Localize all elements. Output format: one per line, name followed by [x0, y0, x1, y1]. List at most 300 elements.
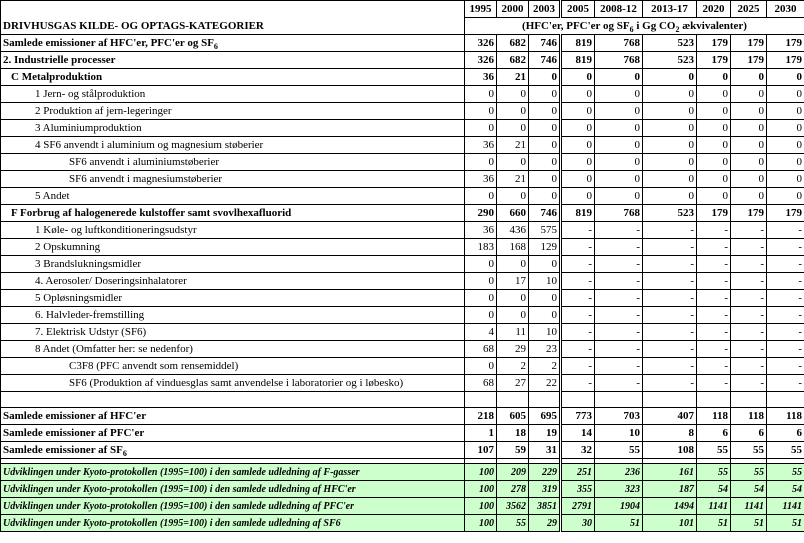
value-cell: 0 — [465, 307, 497, 324]
value-cell: 523 — [643, 205, 697, 222]
value-cell: 575 — [529, 222, 561, 239]
value-cell: 54 — [697, 481, 731, 498]
value-cell: 2 — [497, 358, 529, 375]
value-cell: 179 — [767, 52, 804, 69]
value-cell: 0 — [529, 290, 561, 307]
value-cell: 0 — [595, 137, 643, 154]
value-cell — [595, 392, 643, 408]
value-cell: 0 — [497, 86, 529, 103]
value-cell: - — [595, 239, 643, 256]
value-cell: 55 — [497, 515, 529, 532]
value-cell: 0 — [643, 188, 697, 205]
value-cell: - — [595, 273, 643, 290]
row-label: Samlede emissioner af HFC'er, PFC'er og $SF_6$ — [1, 35, 465, 52]
value-cell — [497, 392, 529, 408]
value-cell: 660 — [497, 205, 529, 222]
value-cell: 1494 — [643, 498, 697, 515]
value-cell — [465, 392, 497, 408]
row-label: 2. Industrielle processer — [1, 52, 465, 69]
table-row — [1, 35, 804, 52]
value-cell: - — [561, 341, 595, 358]
table-title: DRIVHUSGAS KILDE- OG OPTAGS-KATEGORIER — [1, 1, 465, 35]
value-cell: 1141 — [697, 498, 731, 515]
table-row — [1, 171, 804, 188]
value-cell: 0 — [529, 188, 561, 205]
value-cell: 218 — [465, 408, 497, 425]
value-cell: - — [561, 324, 595, 341]
value-cell: 0 — [465, 290, 497, 307]
value-cell: 100 — [465, 498, 497, 515]
value-cell: 0 — [643, 103, 697, 120]
value-cell: 0 — [561, 103, 595, 120]
value-cell: 36 — [465, 69, 497, 86]
value-cell: 0 — [561, 86, 595, 103]
value-cell: 2 — [529, 358, 561, 375]
row-label: 8 Andet (Omfatter her: se nedenfor) — [1, 341, 465, 358]
table-row — [1, 120, 804, 137]
value-cell: 55 — [697, 464, 731, 481]
value-cell: 0 — [697, 154, 731, 171]
row-label: 1 Køle- og luftkonditioneringsudstyr — [1, 222, 465, 239]
table-row — [1, 103, 804, 120]
value-cell: 21 — [497, 69, 529, 86]
value-cell — [529, 392, 561, 408]
value-cell: 10 — [529, 324, 561, 341]
value-cell: 51 — [697, 515, 731, 532]
value-cell: 179 — [731, 35, 767, 52]
value-cell: 118 — [767, 408, 804, 425]
value-cell: - — [767, 358, 804, 375]
value-cell: 187 — [643, 481, 697, 498]
table-row — [1, 464, 804, 481]
row-label: 7. Elektrisk Udstyr (SF6) — [1, 324, 465, 341]
row-label: SF6 anvendt i aluminiumstøberier — [1, 154, 465, 171]
value-cell: 682 — [497, 52, 529, 69]
value-cell: 17 — [497, 273, 529, 290]
table-row — [1, 52, 804, 69]
value-cell: 605 — [497, 408, 529, 425]
value-cell: 819 — [561, 52, 595, 69]
value-cell: 0 — [465, 120, 497, 137]
value-cell: 355 — [561, 481, 595, 498]
value-cell: 436 — [497, 222, 529, 239]
value-cell: - — [561, 358, 595, 375]
value-cell — [643, 392, 697, 408]
value-cell: 768 — [595, 205, 643, 222]
year-header: 2013-17 — [643, 1, 697, 18]
table-row — [1, 481, 804, 498]
value-cell: 107 — [465, 442, 497, 459]
value-cell: 101 — [643, 515, 697, 532]
value-cell: 0 — [497, 120, 529, 137]
value-cell: 6 — [697, 425, 731, 442]
table-row — [1, 341, 804, 358]
value-cell: 0 — [529, 103, 561, 120]
value-cell: - — [595, 375, 643, 392]
table-row — [1, 515, 804, 532]
table-row — [1, 86, 804, 103]
row-label: SF6 anvendt i magnesiumstøberier — [1, 171, 465, 188]
value-cell: 179 — [697, 205, 731, 222]
year-header: 2030 — [767, 1, 804, 18]
value-cell: 0 — [465, 256, 497, 273]
value-cell: - — [731, 256, 767, 273]
row-label — [1, 392, 465, 408]
value-cell: 0 — [697, 171, 731, 188]
value-cell: 31 — [529, 442, 561, 459]
value-cell: 0 — [643, 154, 697, 171]
value-cell: 819 — [561, 35, 595, 52]
value-cell: 0 — [697, 86, 731, 103]
value-cell: 0 — [529, 120, 561, 137]
value-cell: 51 — [595, 515, 643, 532]
value-cell: - — [595, 256, 643, 273]
value-cell: - — [767, 375, 804, 392]
value-cell: - — [731, 341, 767, 358]
value-cell: - — [697, 307, 731, 324]
value-cell: 0 — [767, 69, 804, 86]
units-label: (HFC'er, PFC'er og $SF_6$ i Gg $CO_2$ ækvivalenter) — [465, 18, 804, 35]
value-cell: 108 — [643, 442, 697, 459]
value-cell: - — [697, 256, 731, 273]
value-cell: 3851 — [529, 498, 561, 515]
value-cell: 0 — [595, 69, 643, 86]
value-cell: 0 — [731, 171, 767, 188]
value-cell: 179 — [731, 205, 767, 222]
value-cell: 19 — [529, 425, 561, 442]
value-cell: 229 — [529, 464, 561, 481]
value-cell: 21 — [497, 137, 529, 154]
value-cell: - — [731, 290, 767, 307]
value-cell: 55 — [731, 464, 767, 481]
value-cell: 6 — [731, 425, 767, 442]
row-label: SF6 (Produktion af vinduesglas samt anvendelse i laboratorier og i løbesko) — [1, 375, 465, 392]
value-cell: 0 — [497, 188, 529, 205]
row-label: 3 Brandslukningsmidler — [1, 256, 465, 273]
table-row — [1, 324, 804, 341]
value-cell: 0 — [767, 188, 804, 205]
value-cell: - — [697, 358, 731, 375]
row-label: 4 SF6 anvendt i aluminium og magnesium støberier — [1, 137, 465, 154]
value-cell: - — [697, 239, 731, 256]
value-cell: 695 — [529, 408, 561, 425]
value-cell: 2791 — [561, 498, 595, 515]
value-cell: 0 — [731, 120, 767, 137]
value-cell: 0 — [465, 154, 497, 171]
year-header: 2025 — [731, 1, 767, 18]
value-cell: - — [731, 222, 767, 239]
value-cell: 407 — [643, 408, 697, 425]
value-cell: - — [697, 222, 731, 239]
value-cell: 209 — [497, 464, 529, 481]
value-cell: 0 — [731, 69, 767, 86]
value-cell: - — [643, 324, 697, 341]
value-cell: 179 — [697, 52, 731, 69]
value-cell: - — [767, 273, 804, 290]
value-cell: 118 — [731, 408, 767, 425]
value-cell: 0 — [497, 307, 529, 324]
value-cell: - — [643, 307, 697, 324]
row-label: Udviklingen under Kyoto-protokollen (1995=100) i den samlede udledning af SF6 — [1, 515, 465, 532]
year-header: 1995 — [465, 1, 497, 18]
value-cell: - — [731, 307, 767, 324]
value-cell: 0 — [561, 171, 595, 188]
value-cell: 819 — [561, 205, 595, 222]
value-cell: 278 — [497, 481, 529, 498]
value-cell: - — [697, 341, 731, 358]
value-cell: 0 — [731, 103, 767, 120]
value-cell: 22 — [529, 375, 561, 392]
value-cell: 0 — [731, 137, 767, 154]
row-label: F Forbrug af halogenerede kulstoffer samt svovlhexafluorid — [1, 205, 465, 222]
value-cell: 0 — [465, 273, 497, 290]
value-cell: 0 — [497, 256, 529, 273]
value-cell: 8 — [643, 425, 697, 442]
value-cell: 0 — [731, 188, 767, 205]
value-cell: - — [561, 239, 595, 256]
value-cell: 523 — [643, 52, 697, 69]
value-cell: 0 — [697, 188, 731, 205]
value-cell: 29 — [497, 341, 529, 358]
value-cell: - — [767, 290, 804, 307]
value-cell: 703 — [595, 408, 643, 425]
value-cell: 0 — [595, 171, 643, 188]
value-cell: 3562 — [497, 498, 529, 515]
value-cell: 0 — [529, 86, 561, 103]
value-cell: 0 — [643, 120, 697, 137]
table-row — [1, 188, 804, 205]
table-row — [1, 69, 804, 86]
value-cell: - — [767, 222, 804, 239]
value-cell: - — [595, 324, 643, 341]
row-label: 4. Aerosoler/ Doseringsinhalatorer — [1, 273, 465, 290]
table-row — [1, 392, 804, 408]
value-cell: 0 — [561, 188, 595, 205]
row-label: 1 Jern- og stålproduktion — [1, 86, 465, 103]
table-row — [1, 154, 804, 171]
value-cell: 55 — [697, 442, 731, 459]
value-cell: 6 — [767, 425, 804, 442]
table-row — [1, 442, 804, 459]
value-cell: 54 — [767, 481, 804, 498]
value-cell: 179 — [697, 35, 731, 52]
row-label: C Metalproduktion — [1, 69, 465, 86]
value-cell: 36 — [465, 222, 497, 239]
row-label: Udviklingen under Kyoto-protokollen (1995=100) i den samlede udledning af PFC'er — [1, 498, 465, 515]
value-cell: 0 — [529, 307, 561, 324]
value-cell: 1141 — [731, 498, 767, 515]
value-cell: 183 — [465, 239, 497, 256]
year-header: 2008-12 — [595, 1, 643, 18]
value-cell — [767, 392, 804, 408]
value-cell: - — [697, 273, 731, 290]
value-cell: 0 — [643, 69, 697, 86]
value-cell: - — [643, 273, 697, 290]
value-cell: 68 — [465, 375, 497, 392]
value-cell: 0 — [697, 69, 731, 86]
value-cell: 59 — [497, 442, 529, 459]
year-header: 2000 — [497, 1, 529, 18]
value-cell — [731, 392, 767, 408]
table-row — [1, 290, 804, 307]
value-cell: 55 — [767, 442, 804, 459]
value-cell: - — [767, 324, 804, 341]
row-label: 2 Produktion af jern-legeringer — [1, 103, 465, 120]
value-cell: - — [643, 256, 697, 273]
value-cell: 21 — [497, 171, 529, 188]
value-cell: 0 — [465, 86, 497, 103]
value-cell: 14 — [561, 425, 595, 442]
value-cell: - — [643, 375, 697, 392]
value-cell: 0 — [697, 103, 731, 120]
value-cell: 0 — [767, 120, 804, 137]
value-cell: 0 — [643, 86, 697, 103]
value-cell: 768 — [595, 35, 643, 52]
value-cell: - — [767, 307, 804, 324]
table-row — [1, 256, 804, 273]
value-cell: - — [731, 239, 767, 256]
value-cell: 319 — [529, 481, 561, 498]
value-cell: 0 — [731, 154, 767, 171]
value-cell: - — [561, 375, 595, 392]
year-header-row — [1, 1, 804, 18]
value-cell: 0 — [697, 120, 731, 137]
value-cell: 746 — [529, 205, 561, 222]
value-cell: - — [561, 273, 595, 290]
value-cell: - — [595, 341, 643, 358]
value-cell: 129 — [529, 239, 561, 256]
value-cell: 32 — [561, 442, 595, 459]
value-cell: 55 — [731, 442, 767, 459]
value-cell: 51 — [731, 515, 767, 532]
value-cell: - — [697, 290, 731, 307]
table-row — [1, 408, 804, 425]
table-row — [1, 137, 804, 154]
value-cell: - — [643, 239, 697, 256]
value-cell: 251 — [561, 464, 595, 481]
value-cell: 290 — [465, 205, 497, 222]
row-label: 5 Opløsningsmidler — [1, 290, 465, 307]
value-cell: 100 — [465, 464, 497, 481]
table-row — [1, 239, 804, 256]
value-cell: - — [595, 222, 643, 239]
value-cell: - — [767, 256, 804, 273]
row-label: 5 Andet — [1, 188, 465, 205]
value-cell: 4 — [465, 324, 497, 341]
value-cell: 0 — [529, 137, 561, 154]
value-cell: - — [697, 324, 731, 341]
value-cell: 0 — [767, 86, 804, 103]
table-row — [1, 498, 804, 515]
table-row — [1, 425, 804, 442]
value-cell: 746 — [529, 52, 561, 69]
value-cell: 0 — [595, 86, 643, 103]
value-cell: 10 — [595, 425, 643, 442]
value-cell: 51 — [767, 515, 804, 532]
value-cell: - — [643, 222, 697, 239]
value-cell: - — [561, 307, 595, 324]
value-cell: 0 — [595, 120, 643, 137]
value-cell: 326 — [465, 52, 497, 69]
value-cell: 1141 — [767, 498, 804, 515]
value-cell: - — [731, 358, 767, 375]
value-cell: 54 — [731, 481, 767, 498]
value-cell: 0 — [465, 358, 497, 375]
value-cell: 179 — [731, 52, 767, 69]
value-cell: 236 — [595, 464, 643, 481]
value-cell: 0 — [767, 137, 804, 154]
value-cell: 0 — [643, 137, 697, 154]
value-cell: 0 — [595, 154, 643, 171]
year-header: 2003 — [529, 1, 561, 18]
value-cell: 100 — [465, 515, 497, 532]
table-row — [1, 358, 804, 375]
year-header: 2005 — [561, 1, 595, 18]
row-label: 6. Halvleder-fremstilling — [1, 307, 465, 324]
value-cell: 682 — [497, 35, 529, 52]
value-cell: 0 — [497, 103, 529, 120]
value-cell: 0 — [561, 120, 595, 137]
value-cell: 118 — [697, 408, 731, 425]
value-cell: 168 — [497, 239, 529, 256]
value-cell: 0 — [529, 154, 561, 171]
table-body — [1, 35, 804, 532]
value-cell: 161 — [643, 464, 697, 481]
table-row — [1, 375, 804, 392]
value-cell: 0 — [497, 154, 529, 171]
value-cell: - — [561, 290, 595, 307]
value-cell: 36 — [465, 137, 497, 154]
value-cell — [697, 392, 731, 408]
value-cell: 100 — [465, 481, 497, 498]
table-row — [1, 205, 804, 222]
value-cell: 1904 — [595, 498, 643, 515]
value-cell: 0 — [561, 154, 595, 171]
value-cell: 11 — [497, 324, 529, 341]
value-cell: - — [697, 375, 731, 392]
table-row — [1, 307, 804, 324]
value-cell: - — [643, 290, 697, 307]
year-header: 2020 — [697, 1, 731, 18]
value-cell — [561, 392, 595, 408]
value-cell: - — [731, 273, 767, 290]
row-label: Udviklingen under Kyoto-protokollen (1995=100) i den samlede udledning af HFC'er — [1, 481, 465, 498]
value-cell: 0 — [595, 103, 643, 120]
value-cell: 0 — [529, 171, 561, 188]
value-cell: 27 — [497, 375, 529, 392]
value-cell: 29 — [529, 515, 561, 532]
value-cell: - — [595, 307, 643, 324]
row-label: 3 Aluminiumproduktion — [1, 120, 465, 137]
value-cell: - — [561, 222, 595, 239]
value-cell: 0 — [767, 171, 804, 188]
value-cell: - — [731, 324, 767, 341]
value-cell: 0 — [767, 154, 804, 171]
value-cell: 0 — [643, 171, 697, 188]
value-cell: - — [767, 239, 804, 256]
value-cell: 23 — [529, 341, 561, 358]
value-cell: 0 — [731, 86, 767, 103]
table-row — [1, 222, 804, 239]
value-cell: 179 — [767, 205, 804, 222]
value-cell: 18 — [497, 425, 529, 442]
value-cell: - — [767, 341, 804, 358]
row-label: 2 Opskumning — [1, 239, 465, 256]
value-cell: 36 — [465, 171, 497, 188]
value-cell: - — [561, 256, 595, 273]
value-cell: 1 — [465, 425, 497, 442]
value-cell: 0 — [497, 290, 529, 307]
